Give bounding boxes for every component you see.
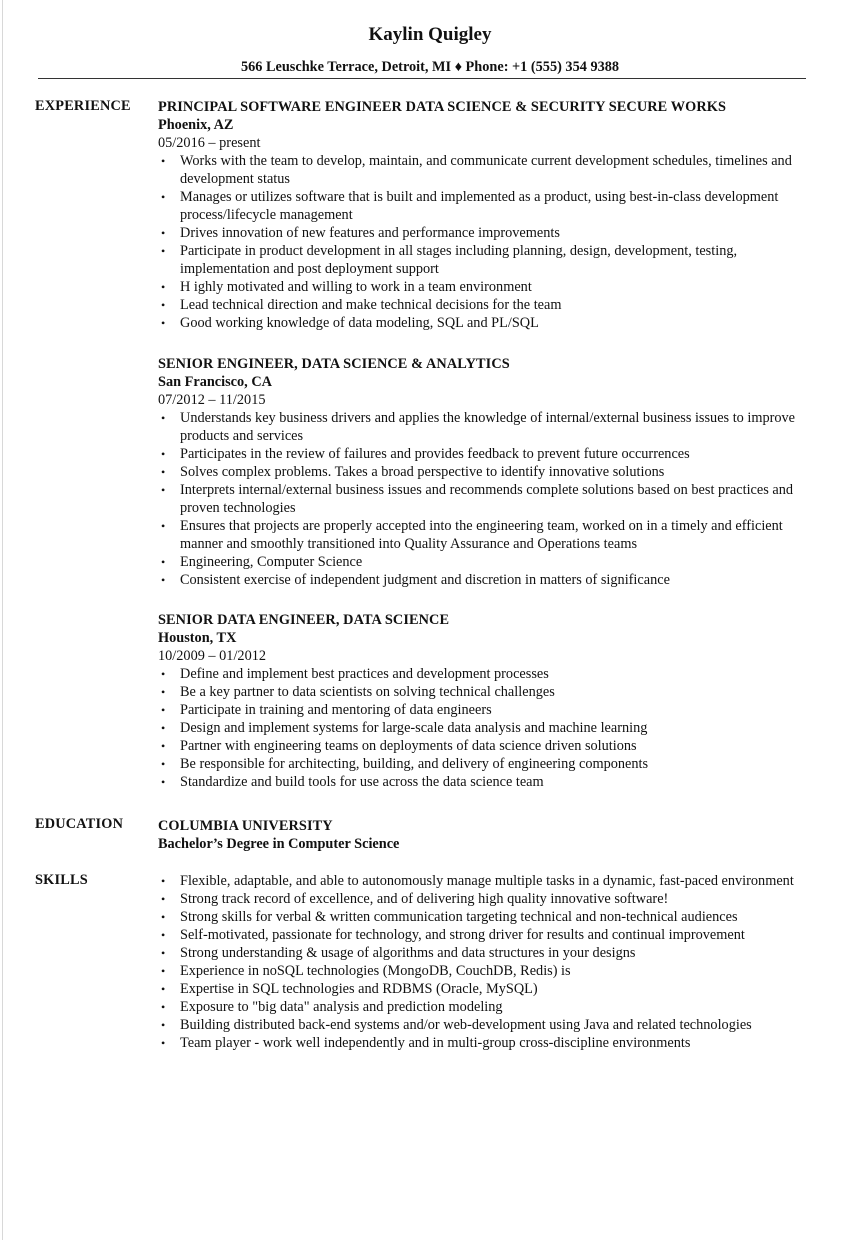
list-item: • Works with the team to develop, maintain, and communicate current development schedules, timelines and development status [161,153,792,187]
bullet-icon: • [161,154,166,168]
header-divider [38,78,806,79]
list-item: • Be a key partner to data scientists on solving technical challenges [161,684,555,700]
bullet-icon: • [161,1036,166,1050]
skills-list [158,872,808,1052]
list-item: • Participate in training and mentoring of data engineers [161,702,492,718]
bullet-icon: • [161,316,166,330]
skills-heading: SKILLS [35,872,88,888]
bullet-icon: • [161,982,166,996]
job-title: SENIOR DATA ENGINEER, DATA SCIENCE [158,612,450,628]
list-item: • Understands key business drivers and applies the knowledge of internal/external business issues to improve products and services [161,410,796,444]
list-item: • Self-motivated, passionate for technology, and strong driver for results and continual improvement [161,927,745,943]
bullet-icon: • [161,910,166,924]
bullet-icon: • [161,892,166,906]
list-item: • Flexible, adaptable, and able to autonomously manage multiple tasks in a dynamic, fast-paced environment [161,873,794,889]
education-heading: EDUCATION [35,816,124,832]
bullet-icon: • [161,667,166,681]
bullet-icon: • [161,1018,166,1032]
job-1 [158,98,808,332]
bullet-icon: • [161,573,166,587]
bullet-icon: • [161,519,166,533]
job-location: Phoenix, AZ [158,117,234,133]
bullet-icon: • [161,685,166,699]
list-item: • Strong understanding & usage of algorithms and data structures in your designs [161,945,636,961]
list-item: • Be responsible for architecting, building, and delivery of engineering components [161,756,649,772]
job-2 [158,355,808,589]
list-item: • Define and implement best practices and development processes [161,666,549,682]
education-block [158,817,808,853]
bullet-icon: • [161,964,166,978]
bullet-icon: • [161,555,166,569]
bullet-icon: • [161,946,166,960]
list-item: • Experience in noSQL technologies (MongoDB, CouchDB, Redis) is [161,963,571,979]
list-item: • Design and implement systems for large-scale data analysis and machine learning [161,720,648,736]
bullet-icon: • [161,928,166,942]
contact-line: 566 Leuschke Terrace, Detroit, MI ♦ Phone: +1 (555) 354 9388 [240,59,620,75]
degree: Bachelor’s Degree in Computer Science [158,836,400,852]
list-item: • Exposure to "big data" analysis and prediction modeling [161,999,503,1015]
job-bullets [158,665,808,791]
list-item: • Lead technical direction and make technical decisions for the team [161,297,562,313]
list-item: • Ensures that projects are properly accepted into the engineering team, worked on in a timely and efficient manner and smoothly transitioned into Quality Assurance and Operations teams [161,518,783,552]
school-name: COLUMBIA UNIVERSITY [158,818,333,834]
job-title: PRINCIPAL SOFTWARE ENGINEER DATA SCIENCE & SECURITY SECURE WORKS [158,99,727,115]
list-item: • Participates in the review of failures and provides feedback to prevent future occurrences [161,446,690,462]
list-item: • Partner with engineering teams on deployments of data science driven solutions [161,738,637,754]
job-dates: 05/2016 – present [158,135,261,151]
bullet-icon: • [161,483,166,497]
page-edge [2,0,3,1240]
bullet-icon: • [161,244,166,258]
job-title: SENIOR ENGINEER, DATA SCIENCE & ANALYTICS [158,356,510,372]
bullet-icon: • [161,775,166,789]
list-item: • Manages or utilizes software that is built and implemented as a product, using best-in-class development process/lifecycle management [161,189,779,223]
job-dates: 07/2012 – 11/2015 [158,392,266,408]
bullet-icon: • [161,447,166,461]
list-item: • Building distributed back-end systems and/or web-development using Java and related technologies [161,1017,752,1033]
job-bullets [158,409,808,589]
list-item: • Standardize and build tools for use across the data science team [161,774,544,790]
list-item: • Expertise in SQL technologies and RDBMS (Oracle, MySQL) [161,981,538,997]
list-item: • Good working knowledge of data modeling, SQL and PL/SQL [161,315,539,331]
bullet-icon: • [161,703,166,717]
bullet-icon: • [161,739,166,753]
job-3 [158,611,808,791]
bullet-icon: • [161,190,166,204]
list-item: • H ighly motivated and willing to work in a team environment [161,279,532,295]
bullet-icon: • [161,226,166,240]
bullet-icon: • [161,465,166,479]
bullet-icon: • [161,280,166,294]
list-item: • Solves complex problems. Takes a broad perspective to identify innovative solutions [161,464,665,480]
list-item: • Strong skills for verbal & written communication targeting technical and non-technical audiences [161,909,738,925]
bullet-icon: • [161,298,166,312]
job-bullets [158,152,808,332]
list-item: • Drives innovation of new features and performance improvements [161,225,560,241]
list-item: • Strong track record of excellence, and of delivering high quality innovative software! [161,891,669,907]
list-item: • Engineering, Computer Science [161,554,363,570]
bullet-icon: • [161,1000,166,1014]
list-item: • Team player - work well independently and in multi-group cross-discipline environments [161,1035,691,1051]
bullet-icon: • [161,757,166,771]
list-item: • Participate in product development in all stages including planning, design, development, testing, implementation and post deployment support [161,243,738,277]
candidate-name: Kaylin Quigley [368,24,492,45]
bullet-icon: • [161,721,166,735]
bullet-icon: • [161,411,166,425]
list-item: • Interprets internal/external business issues and recommends complete solutions based on best practices and proven technologies [161,482,794,516]
bullet-icon: • [161,874,166,888]
list-item: • Consistent exercise of independent judgment and discretion in matters of significance [161,572,670,588]
job-dates: 10/2009 – 01/2012 [158,648,267,664]
experience-heading: EXPERIENCE [35,98,131,114]
job-location: Houston, TX [158,630,237,646]
job-location: San Francisco, CA [158,374,272,390]
skills-block [158,872,808,1052]
